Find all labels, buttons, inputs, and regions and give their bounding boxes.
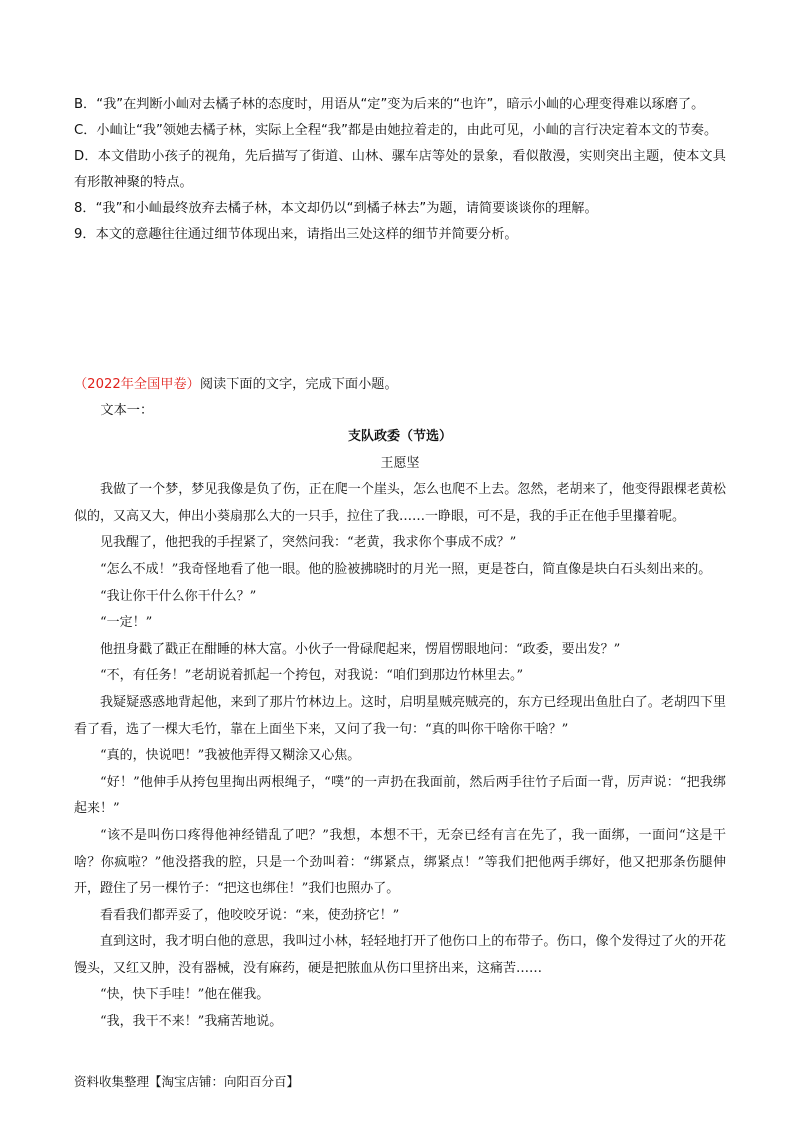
question-9: 9．本文的意趣往往通过细节体现出来，请指出三处这样的细节并简要分析。 — [74, 227, 518, 242]
passage-author: 王愿坚 — [380, 455, 420, 471]
passage-paragraph: “怎么不成！”我奇怪地看了他一眼。他的脸被拂晓时的月光一照，更是苍白，简直像是块白石头刻出来的。 — [100, 561, 712, 577]
passage-paragraph: “该不是叫伤口疼得他神经错乱了吧？”我想，本想不干，无奈已经有言在先了，我一面绑，一面问“这是干啥？你疯啦？”他没搭我的腔，只是一个劲叫着：“绑紧点，绑紧点！”等我们把他两手绑好，他又把那条伤腿伸开，蹬住了另一棵竹子：“把这也绑住！”我们也照办了。 — [74, 827, 726, 897]
instruction: 阅读下面的文字，完成下面小题。 — [199, 377, 398, 392]
passage-paragraph: 直到这时，我才明白他的意思，我叫过小林，轻轻地打开了他伤口上的布带子。伤口，像个发得过了火的开花馒头，又红又肿，没有器械，没有麻药，硬是把脓血从伤口里挤出来，这痛苦…… — [74, 934, 726, 976]
passage-paragraph: “一定！” — [100, 615, 153, 631]
passage — [74, 424, 726, 1036]
question-block — [74, 92, 726, 248]
passage-paragraph: “真的，快说吧！”我被他弄得又糊涂又心焦。 — [100, 748, 361, 764]
passage-paragraph: “快，快下手哇！”他在催我。 — [100, 987, 270, 1003]
source-tag: （2022年全国甲卷） — [74, 377, 200, 392]
passage-paragraph: 我做了一个梦，梦见我像是负了伤，正在爬一个崖头，怎么也爬不上去。忽然，老胡来了，他变得跟棵老黄松似的，又高又大，伸出小葵扇那么大的一只手，拉住了我……一睁眼，可不是，我的手正在他手里攥着呢。 — [74, 482, 726, 524]
passage-paragraph: “好！”他伸手从挎包里掏出两根绳子，“噗”的一声扔在我面前，然后两手往竹子后面一背，厉声说：“把我绑起来！” — [74, 774, 726, 817]
passage-paragraph: 看看我们都弄妥了，他咬咬牙说：“来，使劲挤它！” — [100, 907, 400, 923]
option-c: C．小屾让“我”领她去橘子林，实际上全程“我”都是由她拉着走的，由此可见，小屾的言行决定着本文的节奏。 — [74, 123, 718, 138]
passage-paragraph: 他扭身戳了戳正在酣睡的林大富。小伙子一骨碌爬起来，愣眉愣眼地问：“政委，要出发？” — [100, 641, 621, 657]
option-d: D．本文借助小孩子的视角，先后描写了街道、山林、骡车店等处的景象，看似散漫，实则突出主题，使本文具有形散神聚的特点。 — [74, 149, 726, 190]
question-8: 8．“我”和小屾最终放弃去橘子林，本文却仍以“到橘子林去”为题，请简要谈谈你的理解。 — [74, 201, 598, 216]
text-label: 文本一： — [100, 403, 154, 418]
passage-paragraph: 见我醒了，他把我的手捏紧了，突然问我：“老黄，我求你个事成不成？” — [100, 535, 517, 551]
section-intro — [74, 372, 726, 398]
page-footer: 资料收集整理【淘宝店铺：向阳百分百】 — [74, 1074, 300, 1089]
passage-paragraph: “我，我干不来！”我痛苦地说。 — [100, 1014, 283, 1030]
passage-title: 支队政委（节选） — [347, 429, 452, 444]
option-b: B．“我”在判断小屾对去橘子林的态度时，用语从“定”变为后来的“也许”，暗示小屾的心理变得难以琢磨了。 — [74, 97, 705, 112]
passage-paragraph: “我让你干什么你干什么？” — [100, 588, 257, 604]
passage-paragraph: 我疑疑惑惑地背起他，来到了那片竹林边上。这时，启明星贼亮贼亮的，东方已经现出鱼肚白了。老胡四下里看了看，选了一棵大毛竹，靠在上面坐下来，又问了我一句：“真的叫你干啥你干啥？” — [74, 694, 726, 737]
passage-paragraph: “不，有任务！”老胡说着抓起一个挎包，对我说：“咱们到那边竹林里去。” — [100, 668, 524, 684]
section-header — [74, 372, 726, 424]
